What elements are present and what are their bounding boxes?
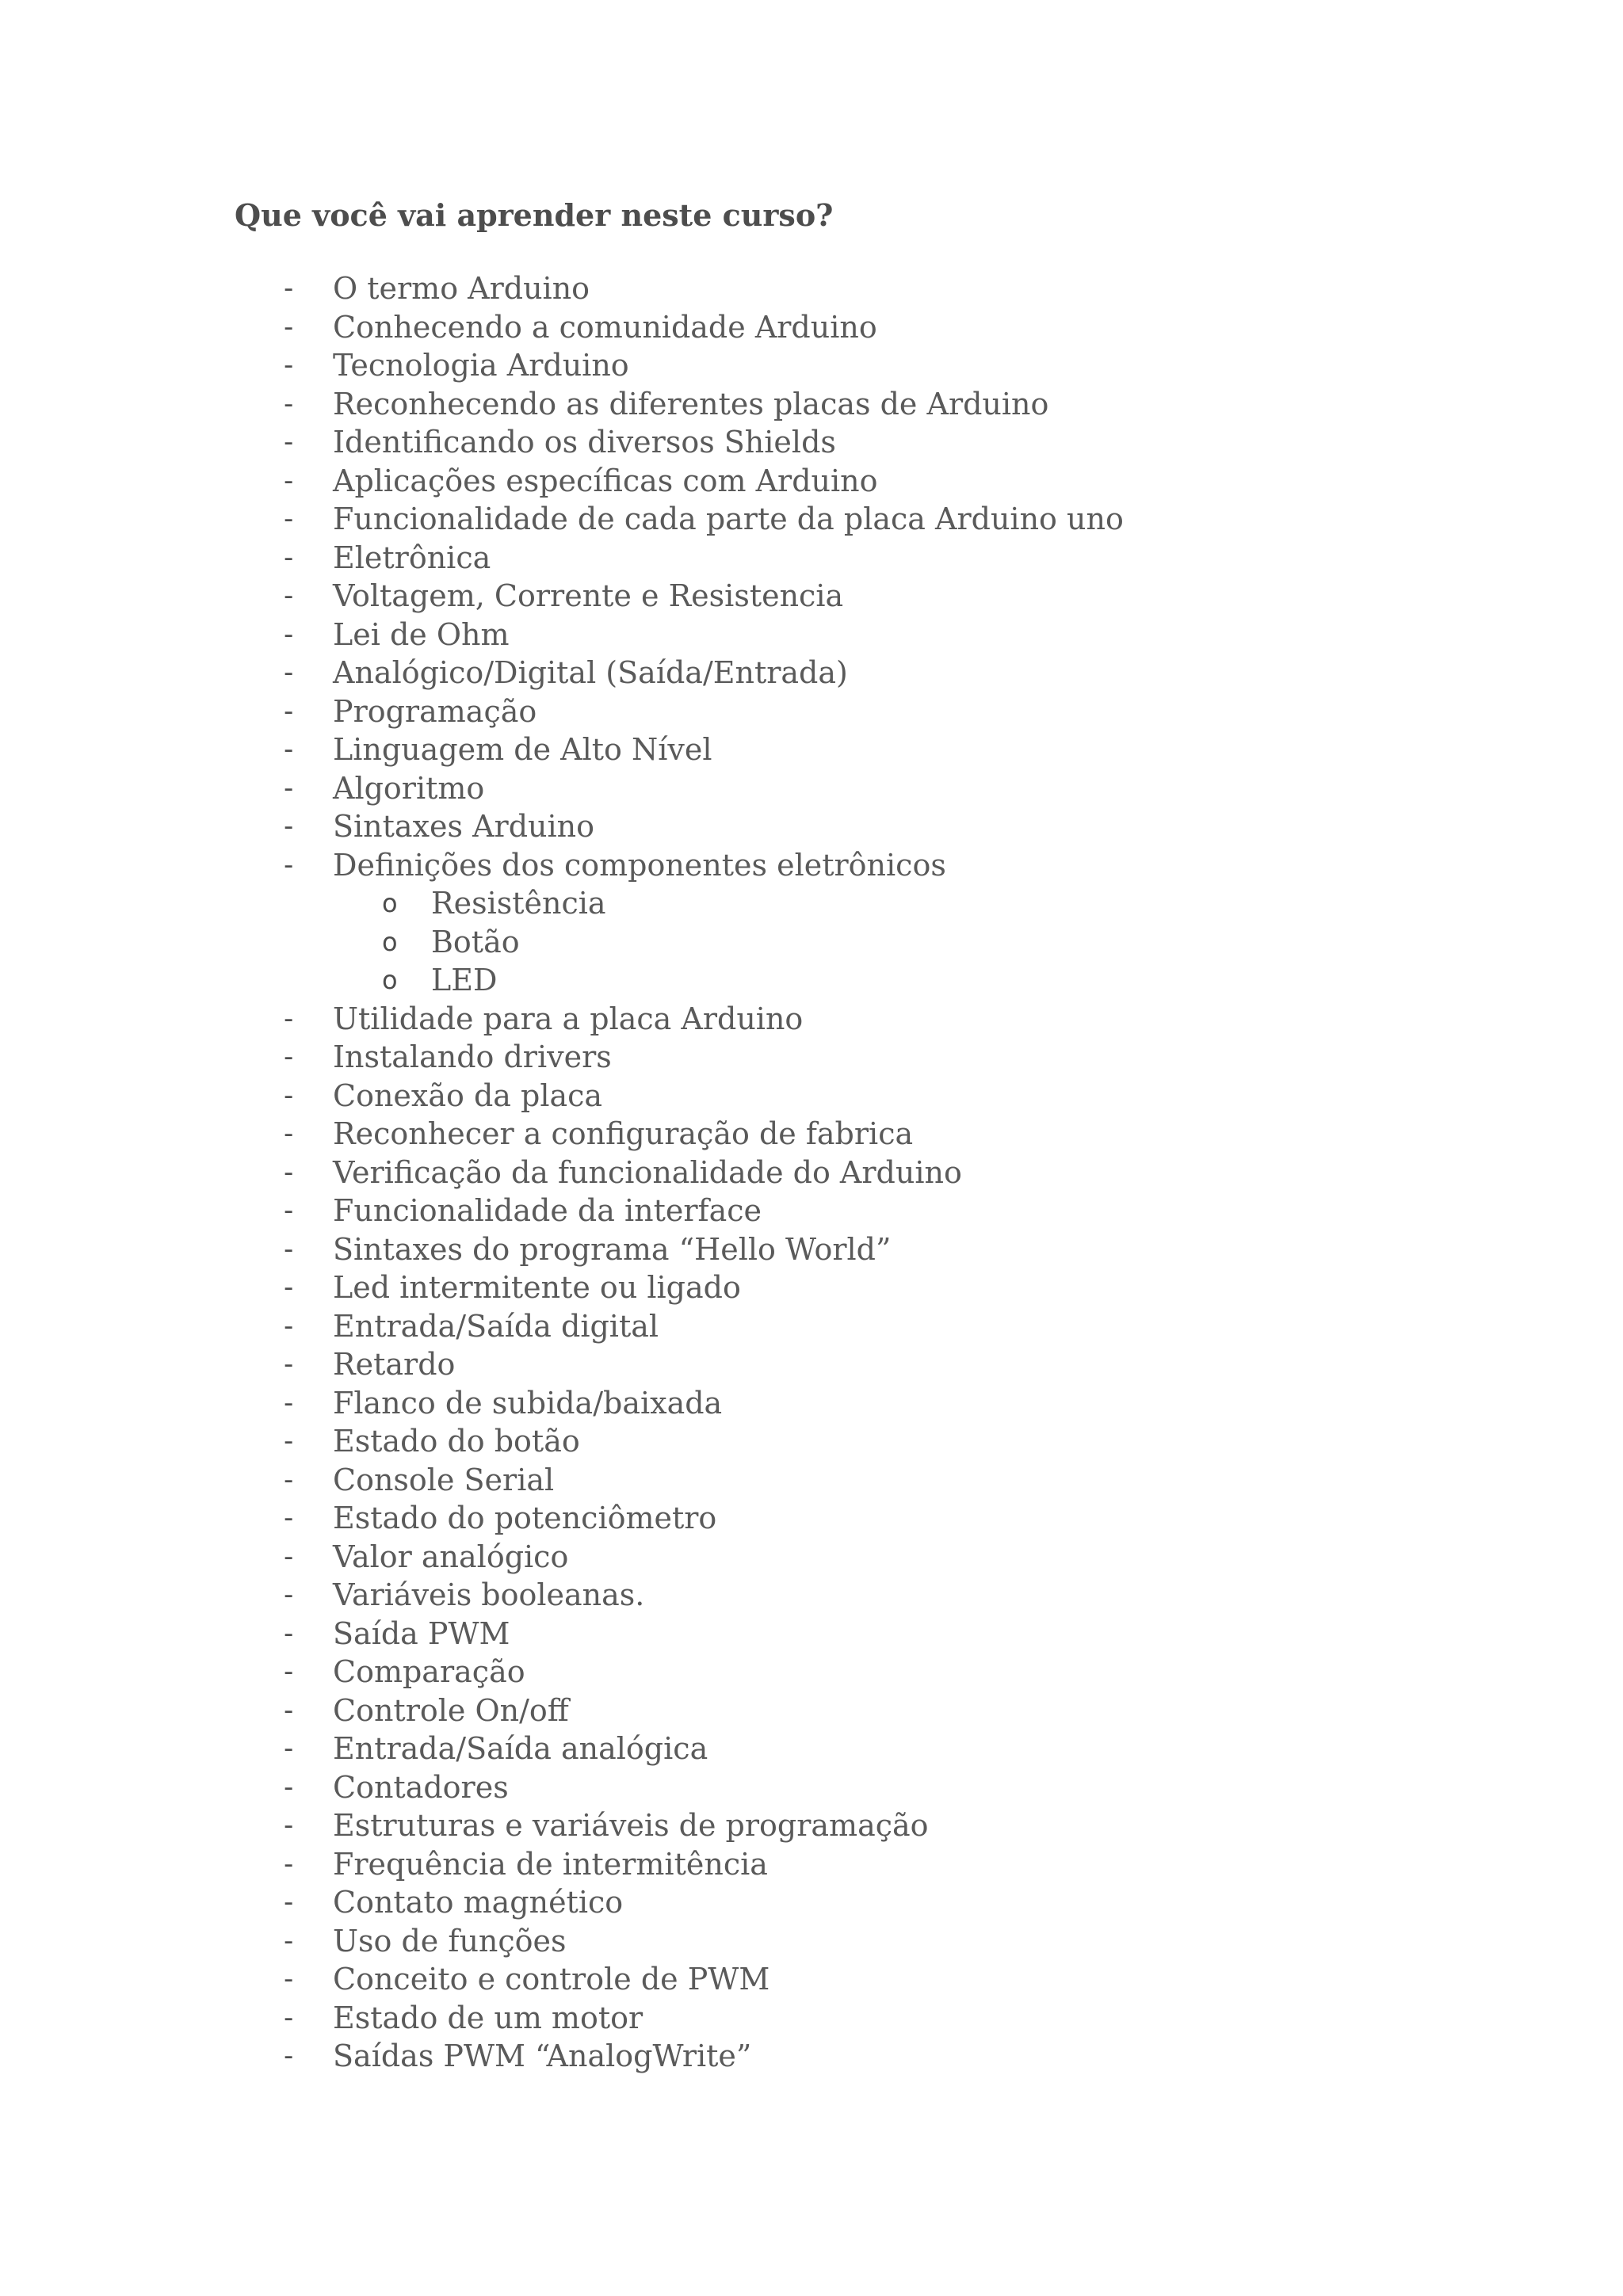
dash-bullet-icon: - bbox=[284, 1118, 294, 1150]
dash-bullet-icon: - bbox=[284, 1425, 294, 1457]
dash-bullet-icon: - bbox=[284, 541, 294, 574]
list-item-text: Controle On/off bbox=[333, 1692, 569, 1728]
dash-bullet-icon: - bbox=[284, 1771, 294, 1803]
dash-bullet-icon: - bbox=[284, 1041, 294, 1073]
list-item-text: Console Serial bbox=[333, 1462, 555, 1497]
dash-bullet-icon: - bbox=[284, 426, 294, 458]
circle-bullet-icon: o bbox=[382, 926, 398, 957]
list-item-text: Entrada/Saída analógica bbox=[333, 1731, 708, 1766]
list-item-text: Contato magnético bbox=[333, 1885, 624, 1920]
dash-bullet-icon: - bbox=[284, 1156, 294, 1188]
dash-bullet-icon: - bbox=[284, 1848, 294, 1880]
list-item-text: Led intermitente ou ligado bbox=[333, 1270, 741, 1305]
dash-bullet-icon: - bbox=[284, 810, 294, 842]
list-item-text: Identificando os diversos Shields bbox=[333, 425, 836, 460]
list-item-text: Reconhecer a configuração de fabrica bbox=[333, 1116, 914, 1151]
list-item-text: Uso de funções bbox=[333, 1923, 567, 1958]
dash-bullet-icon: - bbox=[284, 772, 294, 804]
list-item-text: Estado de um motor bbox=[333, 2000, 643, 2035]
list-item-text: Definições dos componentes eletrônicos bbox=[333, 847, 946, 883]
list-item-text: Analógico/Digital (Saída/Entrada) bbox=[333, 655, 848, 690]
dash-bullet-icon: - bbox=[284, 695, 294, 727]
list-item-text: Entrada/Saída digital bbox=[333, 1308, 659, 1344]
list-item-text: Comparação bbox=[333, 1654, 525, 1689]
list-item-text: Reconhecendo as diferentes placas de Arduino bbox=[333, 386, 1049, 421]
list-item-text: Botão bbox=[431, 924, 520, 959]
dash-bullet-icon: - bbox=[284, 1963, 294, 1995]
dash-bullet-icon: - bbox=[284, 1195, 294, 1226]
list-item-text: Funcionalidade da interface bbox=[333, 1193, 762, 1228]
dash-bullet-icon: - bbox=[284, 1272, 294, 1303]
dash-bullet-icon: - bbox=[284, 464, 294, 497]
dash-bullet-icon: - bbox=[284, 1502, 294, 1534]
list-item-text: O termo Arduino bbox=[333, 271, 590, 306]
dash-bullet-icon: - bbox=[284, 503, 294, 535]
list-item-text: Resistência bbox=[431, 886, 606, 921]
dash-bullet-icon: - bbox=[284, 1924, 294, 1957]
list-item-text: Conceito e controle de PWM bbox=[333, 1962, 770, 1997]
list-item-text: Estruturas e variáveis de programação bbox=[333, 1808, 929, 1843]
dash-bullet-icon: - bbox=[284, 1733, 294, 1764]
list-item-text: Instalando drivers bbox=[333, 1039, 612, 1074]
list-item-text: Sintaxes Arduino bbox=[333, 809, 594, 844]
list-item-text: Voltagem, Corrente e Resistencia bbox=[333, 578, 844, 613]
list-item-text: Valor analógico bbox=[333, 1539, 569, 1574]
list-item-text: Saída PWM bbox=[333, 1615, 510, 1651]
dash-bullet-icon: - bbox=[284, 1656, 294, 1688]
list-item-text: Variáveis booleanas. bbox=[333, 1577, 645, 1612]
dash-bullet-icon: - bbox=[284, 1694, 294, 1726]
list-item-text: Saídas PWM “AnalogWrite” bbox=[333, 2039, 752, 2073]
list-item-text: Algoritmo bbox=[333, 770, 485, 806]
dash-bullet-icon: - bbox=[284, 618, 294, 650]
document-heading: Que você vai aprender neste curso? bbox=[235, 197, 834, 233]
dash-bullet-icon: - bbox=[284, 1233, 294, 1265]
list-item-text: Conhecendo a comunidade Arduino bbox=[333, 309, 877, 345]
dash-bullet-icon: - bbox=[284, 1348, 294, 1380]
list-item-text: Flanco de subida/baixada bbox=[333, 1385, 723, 1421]
dash-bullet-icon: - bbox=[284, 1886, 294, 1918]
list-item-text: Contadores bbox=[333, 1769, 509, 1805]
dash-bullet-icon: - bbox=[284, 349, 294, 381]
list-item-text: Conexão da placa bbox=[333, 1077, 603, 1113]
dash-bullet-icon: - bbox=[284, 2001, 294, 2034]
list-item-text: Linguagem de Alto Nível bbox=[333, 732, 712, 767]
list-item-text: LED bbox=[431, 963, 498, 997]
dash-bullet-icon: - bbox=[284, 387, 294, 420]
list-item-text: Funcionalidade de cada parte da placa Arduino uno bbox=[333, 502, 1124, 536]
dash-bullet-icon: - bbox=[284, 1617, 294, 1650]
list-item-text: Sintaxes do programa “Hello World” bbox=[333, 1231, 892, 1267]
list-item-text: Verificação da funcionalidade do Arduino bbox=[333, 1154, 962, 1190]
list-item-text: Retardo bbox=[333, 1347, 456, 1382]
dash-bullet-icon: - bbox=[284, 273, 294, 304]
list-item-text: Aplicações específicas com Arduino bbox=[333, 463, 878, 498]
dash-bullet-icon: - bbox=[284, 2040, 294, 2072]
dash-bullet-icon: - bbox=[284, 1310, 294, 1342]
list-item-text: Estado do botão bbox=[333, 1424, 580, 1459]
dash-bullet-icon: - bbox=[284, 1540, 294, 1573]
dash-bullet-icon: - bbox=[284, 311, 294, 343]
list-item-text: Eletrônica bbox=[333, 540, 491, 575]
list-item-text: Estado do potenciômetro bbox=[333, 1501, 717, 1535]
circle-bullet-icon: o bbox=[382, 965, 398, 995]
dash-bullet-icon: - bbox=[284, 1810, 294, 1841]
dash-bullet-icon: - bbox=[284, 1579, 294, 1611]
dash-bullet-icon: - bbox=[284, 657, 294, 688]
dash-bullet-icon: - bbox=[284, 1386, 294, 1419]
dash-bullet-icon: - bbox=[284, 734, 294, 765]
list-item-text: Lei de Ohm bbox=[333, 616, 510, 652]
list-item-text: Frequência de intermitência bbox=[333, 1846, 768, 1882]
list-item-text: Tecnologia Arduino bbox=[333, 348, 629, 383]
dash-bullet-icon: - bbox=[284, 1002, 294, 1035]
dash-bullet-icon: - bbox=[284, 1463, 294, 1496]
circle-bullet-icon: o bbox=[382, 888, 398, 918]
list-item-text: Programação bbox=[333, 693, 537, 729]
dash-bullet-icon: - bbox=[284, 1079, 294, 1112]
list-item-text: Utilidade para a placa Arduino bbox=[333, 1001, 804, 1036]
dash-bullet-icon: - bbox=[284, 849, 294, 881]
dash-bullet-icon: - bbox=[284, 580, 294, 612]
